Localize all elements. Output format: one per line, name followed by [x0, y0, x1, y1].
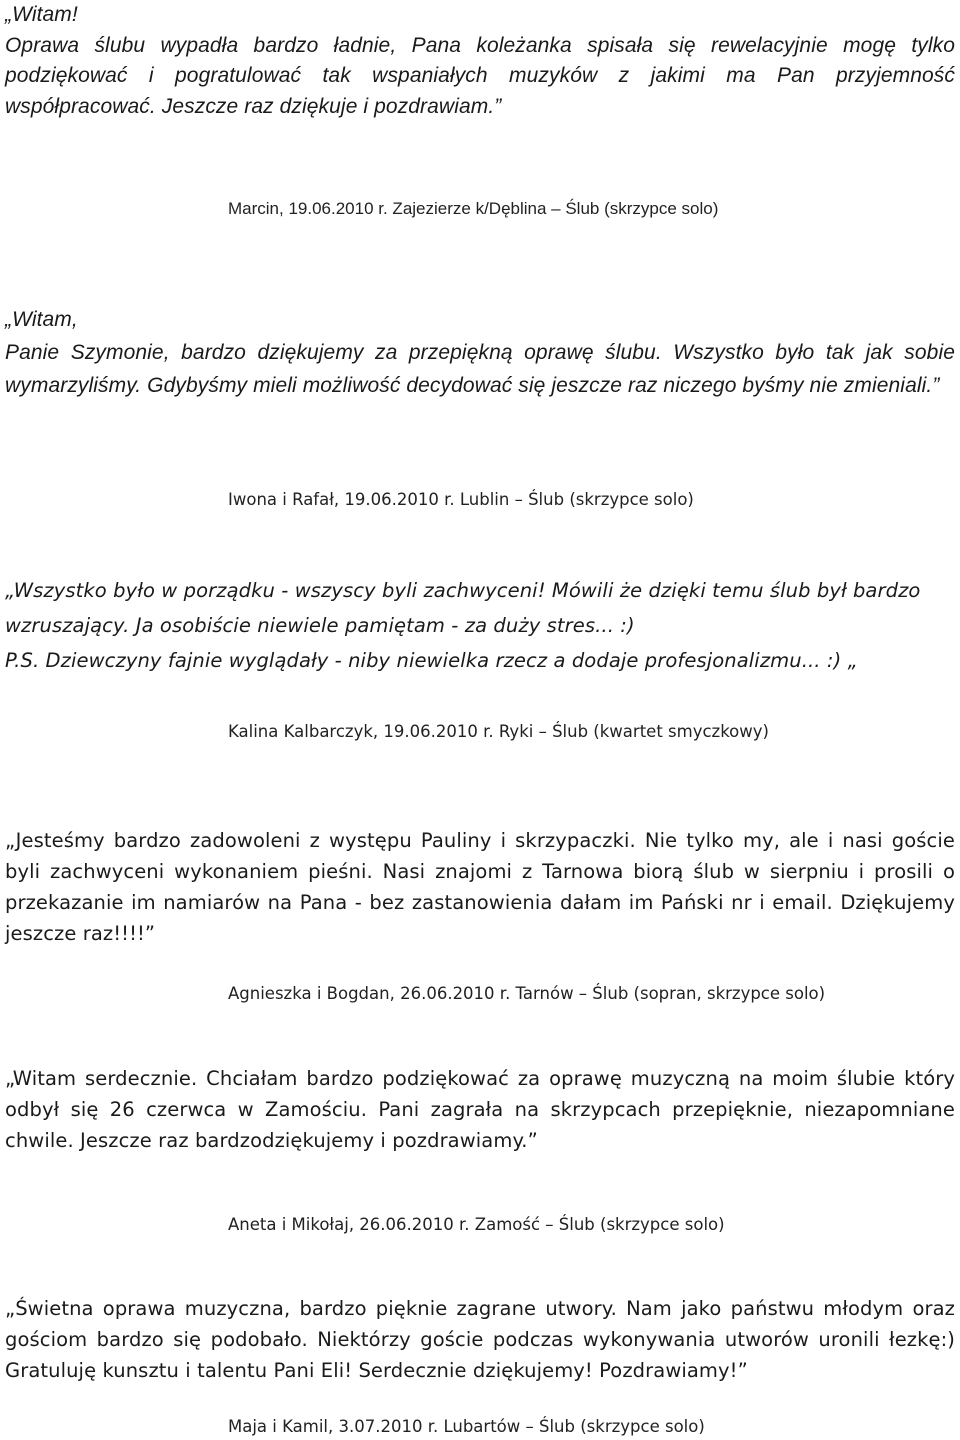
testimonial-1-text: „Witam! Oprawa ślubu wypadła bardzo ładnie, Pana koleżanka spisała się rewelacyjnie mogę tylko podziękować i pogratulować tak wspaniałych muzyków z jakimi ma Pan przyjemność współpracować. Jeszcze raz dziękuje i pozdrawiam.” [5, 3, 955, 118]
testimonial-5-signature: Aneta i Mikołaj, 26.06.2010 r. Zamość – Ślub (skrzypce solo) [228, 1215, 725, 1234]
testimonial-5-text: „Witam serdecznie. Chciałam bardzo podziękować za oprawę muzyczną na moim ślubie który odbył się 26 czerwca w Zamościu. Pani zagrała na skrzypcach przepięknie, niezapomniane chwile. Jeszcze raz bardzodziękujemy i pozdrawiamy.” [5, 1067, 955, 1152]
testimonial-3-signature: Kalina Kalbarczyk, 19.06.2010 r. Ryki – Ślub (kwartet smyczkowy) [228, 722, 769, 741]
testimonial-1-signature: Marcin, 19.06.2010 r. Zajezierze k/Dęblina – Ślub (skrzypce solo) [228, 199, 719, 218]
testimonial-6-text: „Świetna oprawa muzyczna, bardzo pięknie zagrane utwory. Nam jako państwu młodym oraz gościom bardzo się podobało. Niektórzy goście podczas wykonywania utworów uronili łezkę:) Gratuluję kunsztu i talentu Pani Eli! Serdecznie dziękujemy! Pozdrawiamy!” [5, 1297, 955, 1382]
testimonial-6-signature: Maja i Kamil, 3.07.2010 r. Lubartów – Ślub (skrzypce solo) [228, 1417, 705, 1436]
testimonial-2-text: „Witam, Panie Szymonie, bardzo dziękujemy za przepiękną oprawę ślubu. Wszystko było tak jak sobie wymarzyliśmy. Gdybyśmy mieli możliwość decydować się jeszcze raz niczego byśmy nie zmieniali.” [5, 308, 955, 397]
testimonial-1 [5, 0, 955, 122]
testimonial-3 [5, 573, 955, 678]
testimonial-4-text: „Jesteśmy bardzo zadowoleni z występu Pauliny i skrzypaczki. Nie tylko my, ale i nasi goście byli zachwyceni wykonaniem pieśni. Nasi znajomi z Tarnowa biorą ślub w sierpniu i prosili o przekazanie im namiarów na Pana - bez zastanowienia dałam im Pański nr i email. Dziękujemy jeszcze raz!!!!” [5, 829, 955, 945]
testimonial-3-text: „Wszystko było w porządku - wszyscy byli zachwyceni! Mówili że dzięki temu ślub był bardzo wzruszający. Ja osobiście niewiele pamiętam - za duży stres... :) P.S. Dziewczyny fajnie wyglądały - niby niewielka rzecz a dodaje profesjonalizmu... :) „ [5, 579, 921, 672]
testimonial-2-signature: Iwona i Rafał, 19.06.2010 r. Lublin – Ślub (skrzypce solo) [228, 490, 694, 509]
testimonial-2 [5, 303, 955, 402]
testimonial-6 [5, 1293, 955, 1386]
testimonial-4-signature: Agnieszka i Bogdan, 26.06.2010 r. Tarnów – Ślub (sopran, skrzypce solo) [228, 984, 826, 1003]
testimonial-5 [5, 1063, 955, 1156]
testimonial-4 [5, 825, 955, 949]
